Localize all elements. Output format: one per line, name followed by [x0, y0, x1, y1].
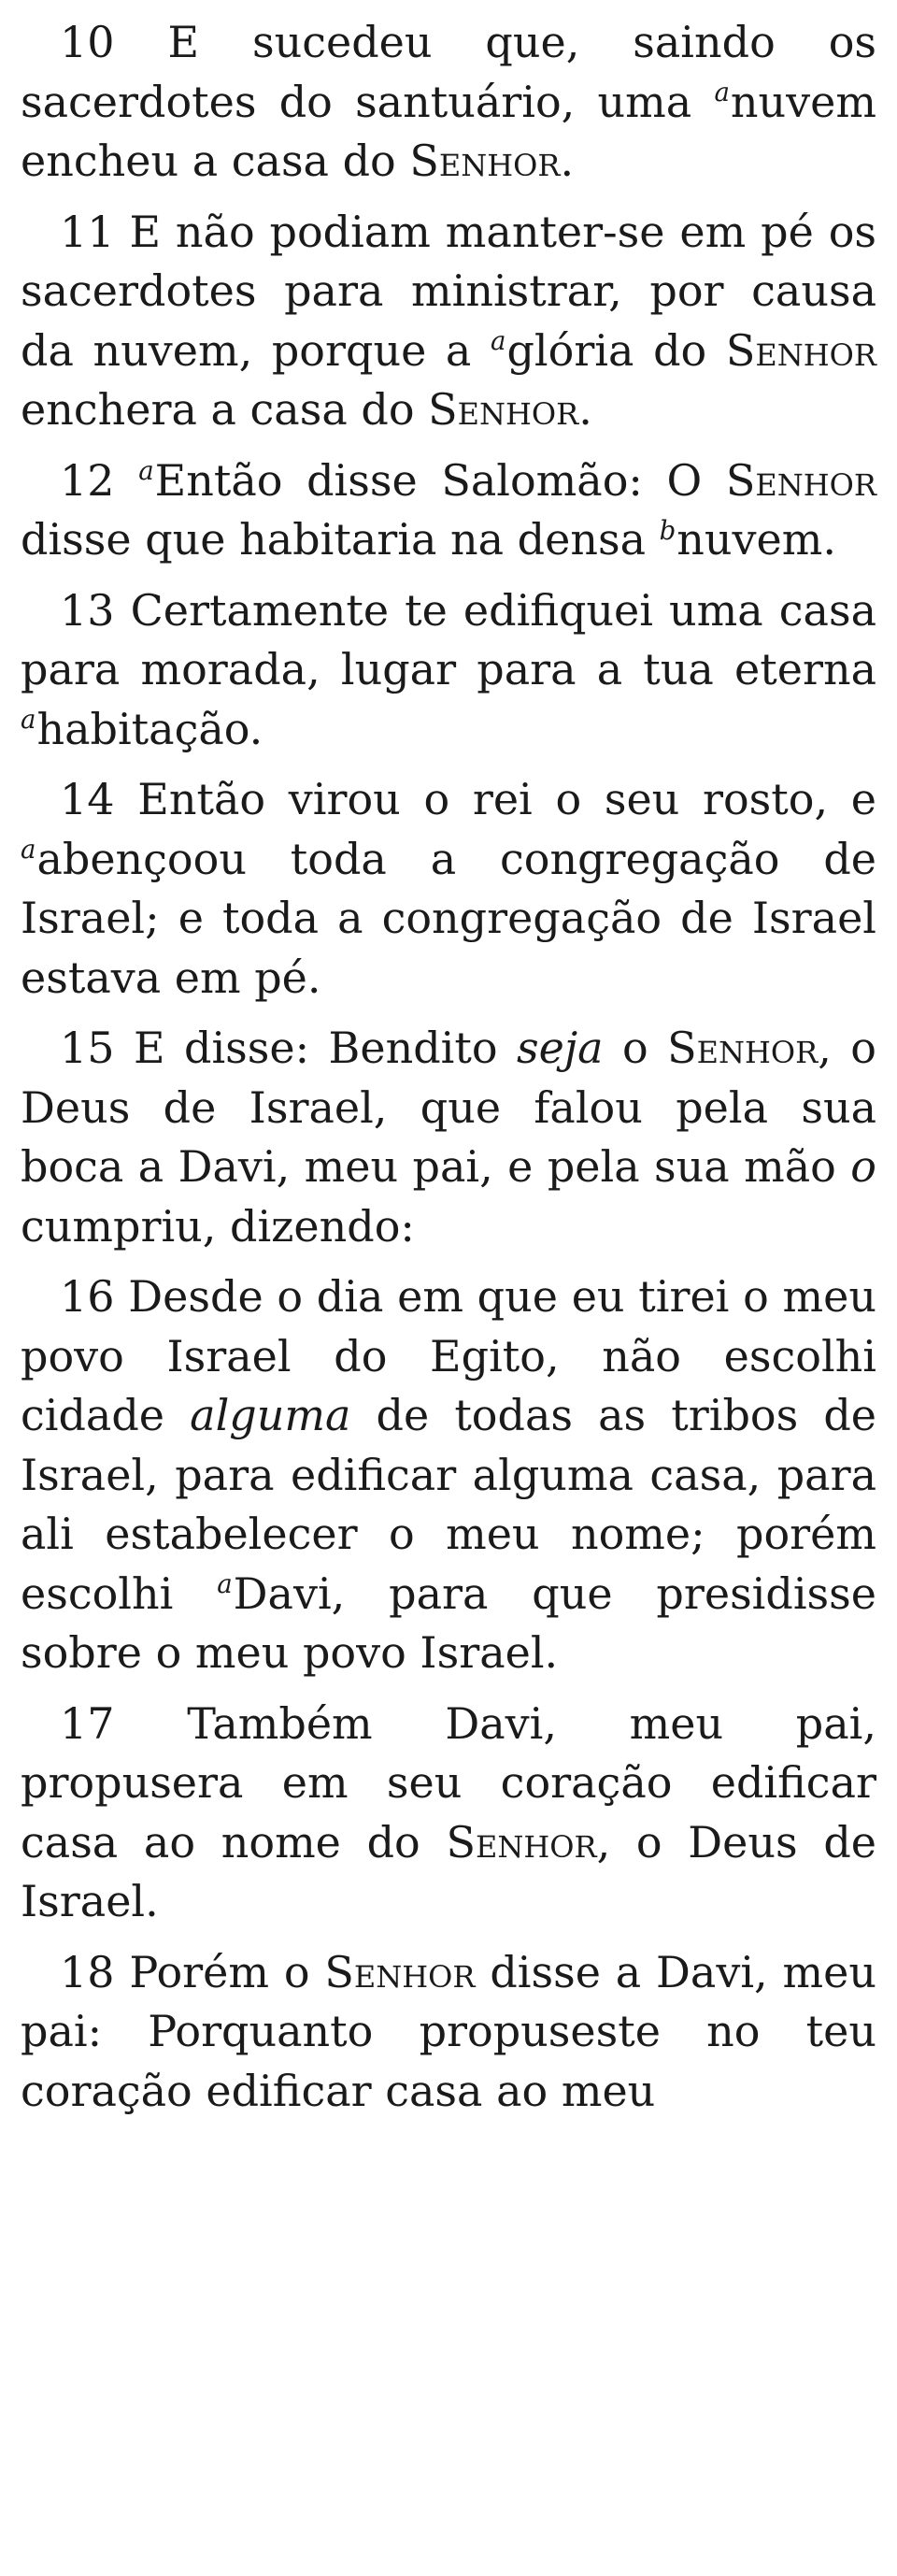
- verse-number: 12: [60, 454, 115, 506]
- verse-text: disse a Davi, meu pai: Porquanto propuseste no teu coração edificar casa ao meu: [21, 1946, 876, 2116]
- verse-number: 14: [60, 774, 115, 824]
- verse-text: E sucedeu que, saindo os sacerdotes do santuário, uma: [21, 17, 877, 127]
- verse-number: 17: [60, 1697, 115, 1749]
- footnote-marker: b: [659, 514, 676, 546]
- verse-18: [21, 1943, 876, 2122]
- verse-number: 11: [60, 206, 115, 257]
- verse-text: Também Davi, meu pai, propusera em seu coração edificar casa ao nome do: [21, 1697, 877, 1868]
- divine-name: Senhor: [324, 1946, 476, 1997]
- verse-text: o: [603, 1023, 668, 1073]
- divine-name: Senhor: [667, 1023, 819, 1073]
- verse-text: , o Deus de Israel.: [21, 1816, 876, 1926]
- verse-15: [21, 1019, 876, 1256]
- verse-text: Então disse Salomão: O: [154, 454, 726, 506]
- verse-text: abençoou toda a congregação de Israel; e toda a congregação de Israel estava em pé.: [21, 833, 876, 1003]
- footnote-marker: a: [21, 704, 36, 736]
- verse-text: disse que habitaria na densa: [21, 514, 660, 565]
- divine-name: Senhor: [446, 1816, 597, 1868]
- verse-text: glória do: [506, 324, 726, 376]
- verse-12: [21, 451, 876, 570]
- verse-16: [21, 1267, 876, 1683]
- verse-17: [21, 1695, 876, 1932]
- footnote-marker: a: [138, 455, 154, 487]
- verse-13: [21, 581, 876, 760]
- divine-name: Senhor: [725, 324, 876, 376]
- verse-text: .: [560, 136, 575, 186]
- verse-text: , o Deus de Israel, que falou pela sua boca a Davi, meu pai, e pela sua mão: [21, 1023, 876, 1192]
- verse-text: E disse: Bendito: [134, 1023, 517, 1073]
- verse-number: 13: [60, 584, 115, 636]
- italic-word: seja: [517, 1023, 604, 1073]
- footnote-marker: a: [714, 77, 730, 108]
- italic-word: alguma: [190, 1390, 351, 1440]
- verse-text: nuvem encheu a casa do: [21, 76, 876, 186]
- verse-text: habitação.: [36, 703, 263, 754]
- verse-10: [21, 13, 876, 192]
- verse-number: 10: [60, 17, 115, 67]
- verse-text: de todas as tribos de Israel, para edificar alguma casa, para ali estabelecer o meu nome; porém escolhi: [21, 1390, 876, 1619]
- divine-name: Senhor: [428, 384, 579, 435]
- footnote-marker: a: [491, 325, 506, 357]
- verse-text: nuvem.: [676, 514, 836, 565]
- verse-text: enchera a casa do: [21, 384, 429, 435]
- verse-text: E não podiam manter-se em pé os sacerdotes para ministrar, por causa da nuvem, porque a: [21, 206, 876, 376]
- verse-text: Davi, para que presidisse sobre o meu povo Israel.: [21, 1567, 876, 1678]
- verse-text: cumpriu, dizendo:: [21, 1200, 415, 1252]
- italic-word: o: [850, 1141, 876, 1192]
- verse-14: [21, 770, 876, 1008]
- verse-text: Certamente te edifiquei uma casa para morada, lugar para a tua eterna: [21, 584, 876, 694]
- footnote-marker: a: [21, 834, 36, 866]
- verse-number: 16: [60, 1271, 115, 1322]
- footnote-marker: a: [217, 1568, 233, 1600]
- verse-text: Porém o: [129, 1946, 325, 1997]
- divine-name: Senhor: [725, 454, 876, 506]
- verse-number: 15: [60, 1023, 115, 1073]
- verse-text: Desde o dia em que eu tirei o meu povo Israel do Egito, não escolhi cidade: [21, 1271, 877, 1440]
- verse-number: 18: [60, 1946, 115, 1997]
- verse-text: Então virou o rei o seu rosto, e: [137, 774, 876, 824]
- divine-name: Senhor: [409, 136, 561, 186]
- verse-text: .: [578, 384, 592, 435]
- verse-11: [21, 203, 876, 440]
